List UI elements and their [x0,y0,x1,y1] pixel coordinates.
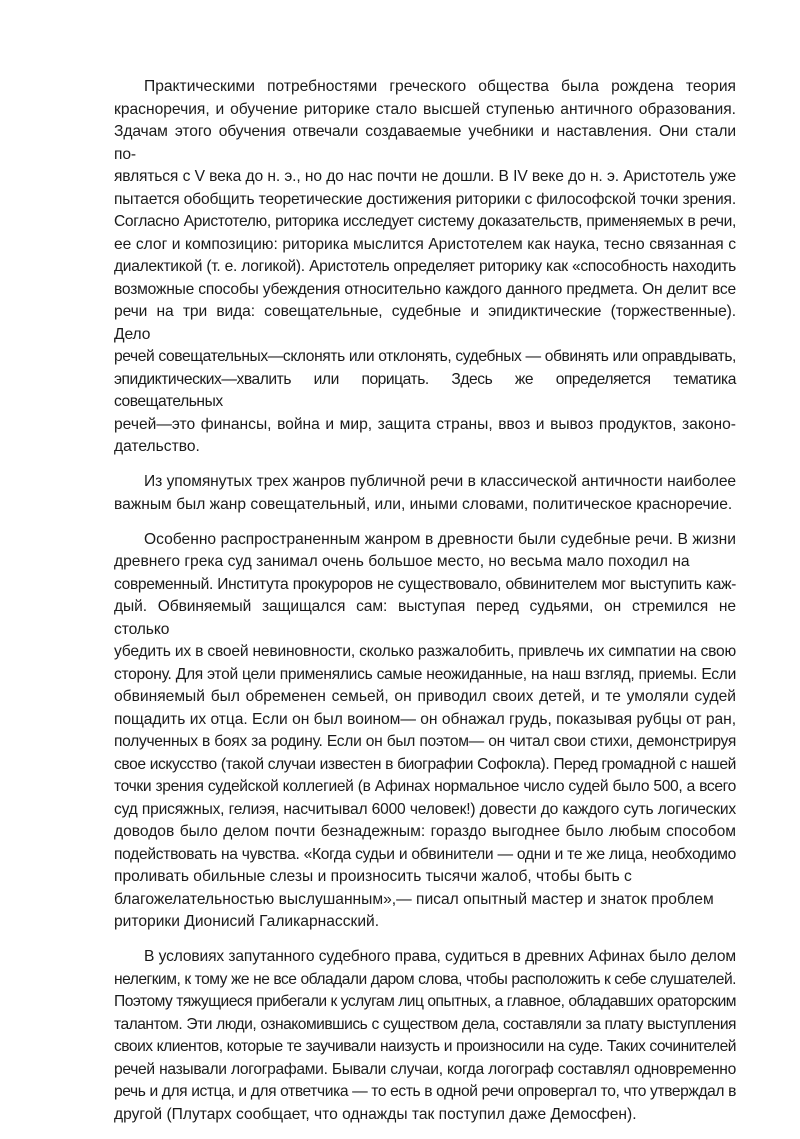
text-line: древнего грека суд занимал очень большое место, но весьма мало походил на [114,553,690,570]
text-line: полученных в боях за родину. Если он был поэтом— он читал свои стихи, демонстрируя [114,733,736,750]
text-line: Поэтому тяжущиеся прибегали к услугам лиц опытных, а главное, обладавших ораторским [114,993,736,1010]
text-line: сторону. Для этой цели применялись самые неожиданные, на наш взгляд, приемы. Если [114,665,736,683]
text-line: современный. Института прокуроров не существовало, обвинителем мог выступить каж- [114,575,736,593]
text-line: возможные способы убеждения относительно каждого данного предмета. Он делит все [114,280,736,298]
paragraph-three-genres [114,471,736,516]
text-line: Из упомянутых трех жанров публичной речи в классической античности наиболее [144,473,736,490]
text-line: пощадить их отца. Если он был воином— он обнажал грудь, показывая рубцы от ран, [114,710,736,728]
text-line: пытается обобщить теоретические достижения риторики с философской точки зрения. [114,190,736,208]
text-line: речи на три вида: совещательные, судебные и эпидиктические (торжественные). Дело [114,303,736,343]
text-line: Согласно Аристотелю, риторика исследует систему доказательств, применяемых в речи, [114,213,736,230]
paragraph-judicial-speeches [114,529,736,934]
text-line: свое искусство (такой случаи известен в биографии Софокла). Перед громадной с нашей [114,755,736,773]
text-line: ее слог и композицию: риторика мыслится Аристотелем как наука, тесно связанная с [114,235,736,253]
text-line: дый. Обвиняемый защищался сам: выступая перед судьями, он стремился не столько [114,598,736,638]
text-line: талантом. Эти люди, ознакомившись с существом дела, составляли за плату выступления [114,1015,736,1033]
text-line: убедить их в своей невиновности, сколько разжалобить, привлечь их симпатии на свою [114,643,736,660]
text-line: другой (Плутарх сообщает, что однажды так поступил даже Демосфен). [114,1105,637,1123]
text-line: проливать обильные слезы и произносить тысячи жалоб, чтобы быть с [114,868,632,885]
text-line: доводов было делом почти безнадежным: гораздо выгоднее было любым способом [114,823,736,840]
text-line: В условиях запутанного судебного права, судиться в древних Афинах было делом [144,948,736,965]
paragraph-rhetoric-theory [114,76,736,459]
text-line: красноречия, и обучение риторике стало высшей ступенью античного образования. [114,100,736,118]
text-line: благожелательностью выслушанным»,— писал опытный мастер и знаток проблем [114,890,714,908]
text-line: важным был жанр совещательный, или, иными словами, политическое красноречие. [114,495,733,513]
text-line: Особенно распространенным жанром в древности были судебные речи. В жизни [144,530,736,548]
text-line: диалектикой (т. е. логикой). Аристотель определяет риторику как «способность находить [114,258,736,275]
text-line: речей называли логографами. Бывали случаи, когда логограф составлял одновременно [114,1060,736,1078]
text-line: речь и для истца, и для ответчика — то есть в одной речи опровергал то, что утверждал в [114,1083,736,1100]
text-line: эпидиктических—хвалить или порицать. Здесь же определяется тематика совещательных [114,370,736,410]
text-line: подействовать на чувства. «Когда судьи и обвинители — одни и те же лица, необходимо [114,845,736,863]
text-line: речей—это финансы, война и мир, защита страны, ввоз и вывоз продуктов, законо- [114,415,736,433]
document-page [114,76,736,1139]
text-line: Практическими потребностями греческого общества была рождена теория [144,78,736,95]
text-line: своих клиентов, которые те заучивали наизусть и произносили на суде. Таких сочинителей [114,1038,736,1055]
text-line: риторики Дионисий Галикарнасский. [114,913,380,930]
text-line: точки зрения судейской коллегией (в Афинах нормальное число судей было 500, а всего [114,778,736,795]
text-line: нелегким, к тому же не все обладали даром слова, чтобы расположить к себе слушателей. [114,970,736,988]
text-line: являться с V века до н. э., но до нас почти не дошли. В IV веке до н. э. Аристотель уже [114,168,736,185]
text-line: Здачам этого обучения отвечали создаваемые учебники и наставления. Они стали по- [114,123,736,163]
text-line: речей совещательных—склонять или отклонять, судебных — обвинять или оправдывать, [114,348,736,365]
text-line: обвиняемый был обременен семьей, он приводил своих детей, и те умоляли судей [114,688,736,705]
paragraph-logographers [114,946,736,1126]
text-line: дательство. [114,438,200,455]
text-line: суд присяжных, гелиэя, насчитывал 6000 человек!) довести до каждого суть логических [114,800,736,818]
